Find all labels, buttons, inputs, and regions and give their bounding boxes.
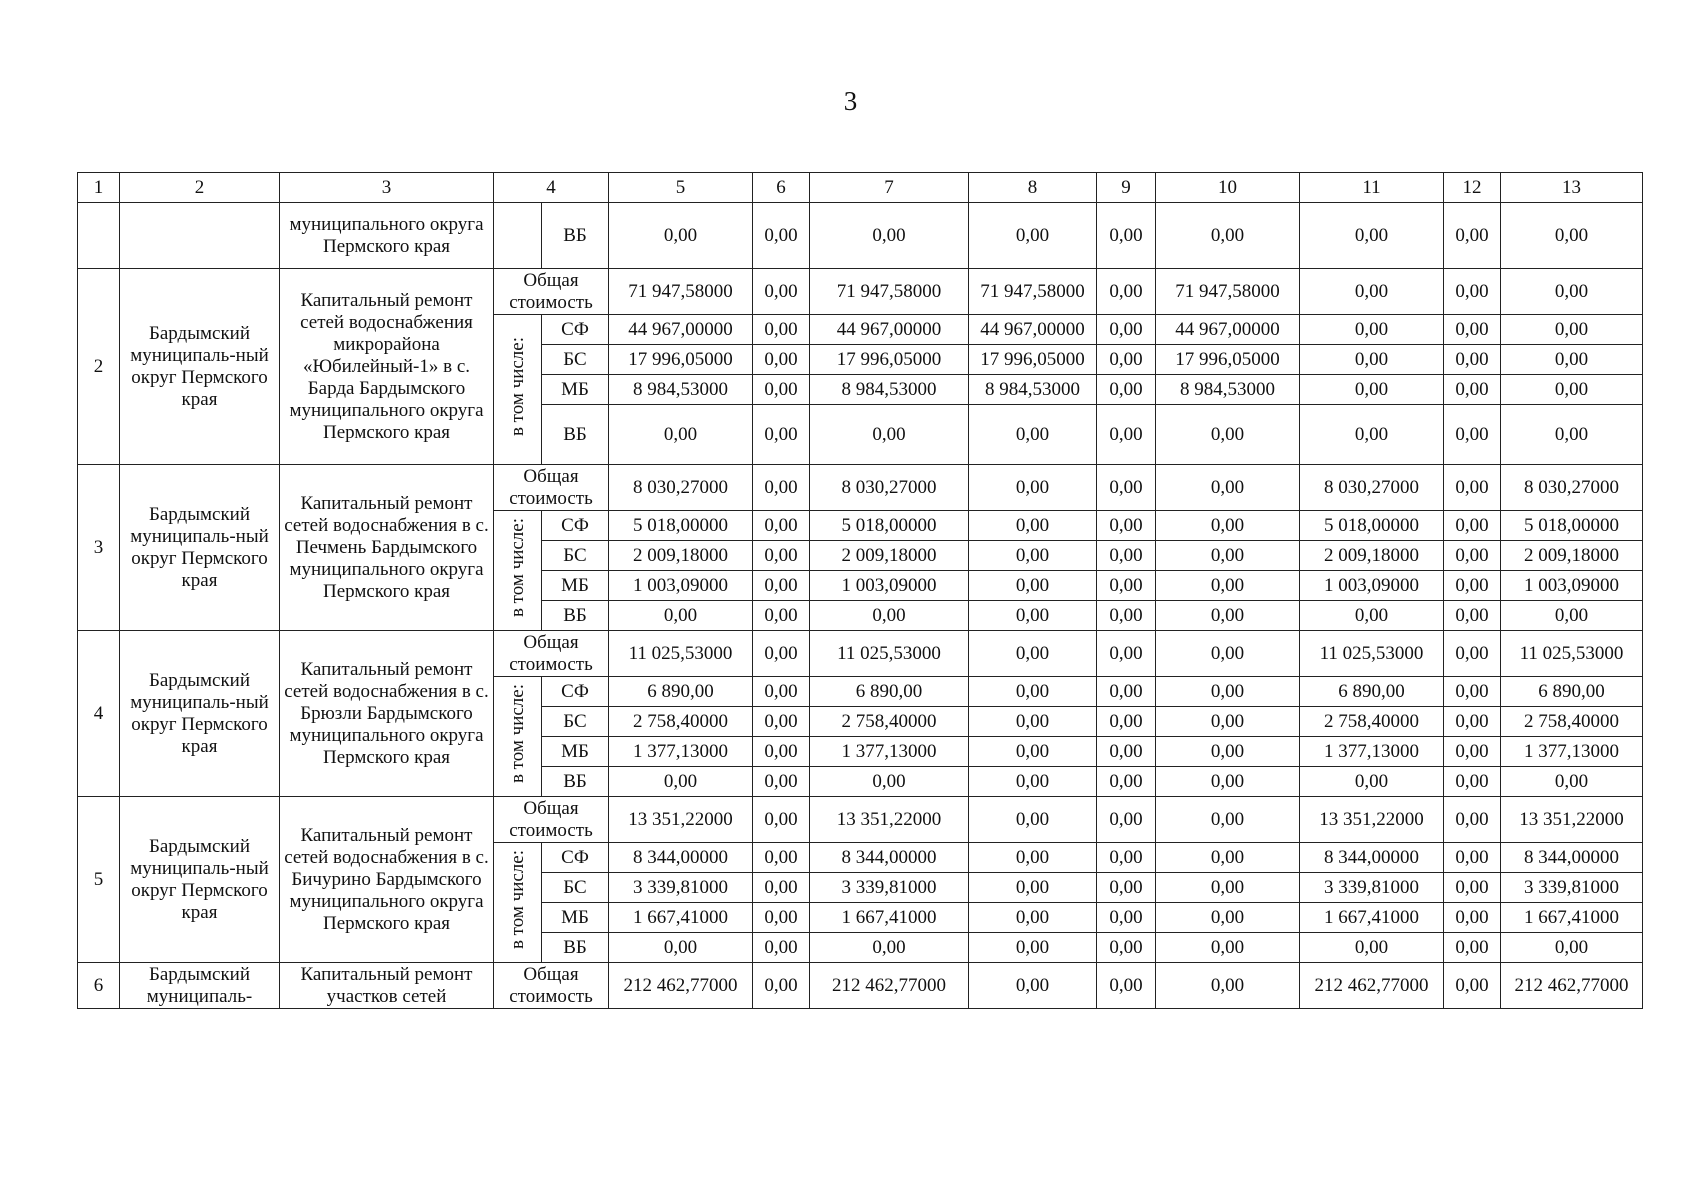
value-cell: 0,00	[1156, 963, 1300, 1009]
value-cell: 2 758,40000	[1501, 707, 1643, 737]
value-cell: 0,00	[969, 843, 1097, 873]
value-cell: 0,00	[969, 737, 1097, 767]
value-cell: 0,00	[1444, 843, 1501, 873]
object-description: муниципального округа Пермского края	[280, 203, 494, 269]
value-cell: 0,00	[1097, 511, 1156, 541]
value-cell: 13 351,22000	[1501, 797, 1643, 843]
value-cell: 44 967,00000	[1156, 315, 1300, 345]
value-cell: 212 462,77000	[810, 963, 969, 1009]
value-cell: 71 947,58000	[810, 269, 969, 315]
column-number-row	[78, 173, 1643, 203]
value-cell: 0,00	[753, 465, 810, 511]
value-cell: 0,00	[1156, 541, 1300, 571]
value-cell: 0,00	[753, 737, 810, 767]
value-cell: 8 984,53000	[609, 375, 753, 405]
value-cell: 44 967,00000	[810, 315, 969, 345]
value-cell: 1 667,41000	[1300, 903, 1444, 933]
value-cell: 1 667,41000	[1501, 903, 1643, 933]
value-cell: 0,00	[1156, 873, 1300, 903]
value-cell: 0,00	[969, 541, 1097, 571]
value-cell: 0,00	[1097, 465, 1156, 511]
source-label-bs: БС	[542, 541, 609, 571]
value-cell: 0,00	[969, 797, 1097, 843]
value-cell: 0,00	[810, 767, 969, 797]
value-cell: 3 339,81000	[1501, 873, 1643, 903]
value-cell: 0,00	[1156, 465, 1300, 511]
value-cell: 0,00	[1097, 345, 1156, 375]
value-cell: 0,00	[1097, 737, 1156, 767]
value-cell: 0,00	[1444, 203, 1501, 269]
value-cell: 0,00	[1097, 601, 1156, 631]
value-cell: 0,00	[753, 843, 810, 873]
source-label-sf: СФ	[542, 511, 609, 541]
total-label: Общая стоимость	[494, 797, 609, 843]
value-cell: 0,00	[1501, 269, 1643, 315]
object-description: Капитальный ремонт сетей водоснабжения в с. Брюзли Бардымского муниципального округа Пермского края	[280, 631, 494, 797]
value-cell: 0,00	[1444, 465, 1501, 511]
row-number-cell: 4	[78, 631, 120, 797]
value-cell: 0,00	[1444, 767, 1501, 797]
value-cell: 0,00	[1300, 203, 1444, 269]
value-cell: 3 339,81000	[810, 873, 969, 903]
total-row	[78, 631, 1643, 677]
value-cell: 212 462,77000	[1300, 963, 1444, 1009]
value-cell: 2 758,40000	[810, 707, 969, 737]
value-cell: 17 996,05000	[1156, 345, 1300, 375]
value-cell: 71 947,58000	[1156, 269, 1300, 315]
value-cell: 0,00	[1097, 797, 1156, 843]
district-cell: Бардымский муниципаль-ный округ Пермского края	[120, 797, 280, 963]
value-cell: 0,00	[1300, 375, 1444, 405]
value-cell: 0,00	[609, 203, 753, 269]
source-label-vb: ВБ	[542, 933, 609, 963]
value-cell: 0,00	[753, 541, 810, 571]
value-cell: 212 462,77000	[1501, 963, 1643, 1009]
total-label: Общая стоимость	[494, 465, 609, 511]
source-label-vb: ВБ	[542, 601, 609, 631]
value-cell: 0,00	[1097, 631, 1156, 677]
value-cell: 5 018,00000	[1300, 511, 1444, 541]
value-cell: 6 890,00	[1501, 677, 1643, 707]
value-cell: 0,00	[609, 767, 753, 797]
col-header: 6	[753, 173, 810, 203]
value-cell: 0,00	[753, 269, 810, 315]
value-cell: 11 025,53000	[609, 631, 753, 677]
col-header: 7	[810, 173, 969, 203]
row-number-cell	[78, 203, 120, 269]
value-cell: 8 344,00000	[1300, 843, 1444, 873]
value-cell: 11 025,53000	[1300, 631, 1444, 677]
col-header: 2	[120, 173, 280, 203]
value-cell: 0,00	[1097, 903, 1156, 933]
value-cell: 8 344,00000	[1501, 843, 1643, 873]
col-header: 11	[1300, 173, 1444, 203]
blank-cell	[494, 203, 542, 269]
value-cell: 0,00	[969, 873, 1097, 903]
source-label-mb: МБ	[542, 737, 609, 767]
value-cell: 0,00	[753, 405, 810, 465]
value-cell: 0,00	[1097, 203, 1156, 269]
value-cell: 0,00	[1444, 903, 1501, 933]
total-row	[78, 963, 1643, 1009]
value-cell: 8 344,00000	[810, 843, 969, 873]
value-cell: 3 339,81000	[1300, 873, 1444, 903]
value-cell: 1 003,09000	[609, 571, 753, 601]
value-cell: 0,00	[1444, 677, 1501, 707]
source-label-sf: СФ	[542, 843, 609, 873]
total-row	[78, 797, 1643, 843]
value-cell: 0,00	[1097, 677, 1156, 707]
value-cell: 44 967,00000	[609, 315, 753, 345]
value-cell: 0,00	[1097, 375, 1156, 405]
value-cell: 0,00	[1501, 345, 1643, 375]
district-cell: Бардымский муниципаль-ный округ Пермского края	[120, 631, 280, 797]
object-description: Капитальный ремонт участков сетей	[280, 963, 494, 1009]
value-cell: 1 003,09000	[1300, 571, 1444, 601]
value-cell: 8 984,53000	[969, 375, 1097, 405]
value-cell: 0,00	[1300, 767, 1444, 797]
value-cell: 0,00	[753, 767, 810, 797]
row-number-cell: 3	[78, 465, 120, 631]
continuation-row	[78, 203, 1643, 269]
value-cell: 0,00	[1444, 571, 1501, 601]
col-header: 13	[1501, 173, 1643, 203]
value-cell: 0,00	[969, 203, 1097, 269]
object-description: Капитальный ремонт сетей водоснабжения в с. Печмень Бардымского муниципального округа Пермского края	[280, 465, 494, 631]
value-cell: 1 667,41000	[609, 903, 753, 933]
value-cell: 0,00	[753, 571, 810, 601]
value-cell: 8 030,27000	[810, 465, 969, 511]
value-cell: 1 377,13000	[810, 737, 969, 767]
value-cell: 0,00	[1501, 375, 1643, 405]
value-cell: 0,00	[753, 203, 810, 269]
col-header: 12	[1444, 173, 1501, 203]
value-cell: 17 996,05000	[810, 345, 969, 375]
including-label-cell	[494, 843, 542, 963]
value-cell: 1 003,09000	[810, 571, 969, 601]
value-cell: 0,00	[1444, 601, 1501, 631]
value-cell: 212 462,77000	[609, 963, 753, 1009]
value-cell: 5 018,00000	[609, 511, 753, 541]
value-cell: 0,00	[1156, 797, 1300, 843]
value-cell: 0,00	[1097, 571, 1156, 601]
value-cell: 0,00	[1156, 933, 1300, 963]
value-cell: 0,00	[1156, 631, 1300, 677]
value-cell: 0,00	[969, 963, 1097, 1009]
value-cell: 2 009,18000	[1300, 541, 1444, 571]
value-cell: 0,00	[969, 631, 1097, 677]
value-cell: 71 947,58000	[609, 269, 753, 315]
value-cell: 0,00	[1156, 677, 1300, 707]
value-cell: 0,00	[1097, 269, 1156, 315]
col-header: 4	[494, 173, 609, 203]
value-cell: 2 758,40000	[609, 707, 753, 737]
col-header: 5	[609, 173, 753, 203]
district-cell: Бардымский муниципаль-ный округ Пермского края	[120, 465, 280, 631]
value-cell: 0,00	[1097, 963, 1156, 1009]
value-cell: 0,00	[1156, 511, 1300, 541]
value-cell: 2 009,18000	[810, 541, 969, 571]
value-cell: 0,00	[810, 601, 969, 631]
value-cell: 0,00	[1097, 767, 1156, 797]
value-cell: 0,00	[753, 345, 810, 375]
value-cell: 2 009,18000	[1501, 541, 1643, 571]
value-cell: 0,00	[1097, 405, 1156, 465]
district-cell: Бардымский муниципаль-	[120, 963, 280, 1009]
value-cell: 0,00	[1097, 843, 1156, 873]
value-cell: 6 890,00	[609, 677, 753, 707]
value-cell: 0,00	[1444, 345, 1501, 375]
value-cell: 0,00	[1444, 375, 1501, 405]
value-cell: 0,00	[1300, 933, 1444, 963]
value-cell: 0,00	[753, 797, 810, 843]
value-cell: 0,00	[1097, 933, 1156, 963]
including-label-cell	[494, 315, 542, 465]
value-cell: 17 996,05000	[969, 345, 1097, 375]
including-label: в том числе:	[506, 683, 528, 784]
value-cell: 0,00	[1156, 767, 1300, 797]
value-cell: 0,00	[753, 315, 810, 345]
value-cell: 0,00	[1097, 873, 1156, 903]
value-cell: 0,00	[609, 601, 753, 631]
value-cell: 13 351,22000	[609, 797, 753, 843]
value-cell: 0,00	[1156, 571, 1300, 601]
value-cell: 1 667,41000	[810, 903, 969, 933]
value-cell: 1 377,13000	[1501, 737, 1643, 767]
value-cell: 0,00	[1444, 873, 1501, 903]
value-cell: 0,00	[1444, 269, 1501, 315]
value-cell: 0,00	[1444, 541, 1501, 571]
district-cell: Бардымский муниципаль-ный округ Пермского края	[120, 269, 280, 465]
value-cell: 0,00	[1444, 797, 1501, 843]
value-cell: 0,00	[1156, 843, 1300, 873]
value-cell: 0,00	[969, 601, 1097, 631]
value-cell: 13 351,22000	[810, 797, 969, 843]
value-cell: 0,00	[609, 405, 753, 465]
value-cell: 0,00	[1156, 405, 1300, 465]
row-number-cell: 6	[78, 963, 120, 1009]
page-number: 3	[843, 86, 858, 116]
total-label: Общая стоимость	[494, 269, 609, 315]
including-label: в том числе:	[506, 517, 528, 618]
value-cell: 0,00	[1501, 767, 1643, 797]
value-cell: 0,00	[1501, 933, 1643, 963]
value-cell: 5 018,00000	[1501, 511, 1643, 541]
row-number-cell: 2	[78, 269, 120, 465]
total-label: Общая стоимость	[494, 631, 609, 677]
value-cell: 0,00	[1444, 631, 1501, 677]
col-header: 10	[1156, 173, 1300, 203]
value-cell: 44 967,00000	[969, 315, 1097, 345]
value-cell: 0,00	[810, 933, 969, 963]
budget-table	[77, 172, 1643, 1009]
value-cell: 0,00	[1444, 737, 1501, 767]
value-cell: 8 030,27000	[609, 465, 753, 511]
including-label-cell	[494, 511, 542, 631]
value-cell: 0,00	[753, 677, 810, 707]
value-cell: 5 018,00000	[810, 511, 969, 541]
value-cell: 17 996,05000	[609, 345, 753, 375]
value-cell: 6 890,00	[810, 677, 969, 707]
source-label-vb: ВБ	[542, 767, 609, 797]
source-label-bs: БС	[542, 873, 609, 903]
value-cell: 0,00	[753, 707, 810, 737]
value-cell: 0,00	[810, 405, 969, 465]
source-label-mb: МБ	[542, 903, 609, 933]
value-cell: 0,00	[753, 631, 810, 677]
value-cell: 0,00	[810, 203, 969, 269]
source-label-mb: МБ	[542, 571, 609, 601]
value-cell: 0,00	[1501, 315, 1643, 345]
value-cell: 0,00	[1501, 203, 1643, 269]
value-cell: 71 947,58000	[969, 269, 1097, 315]
value-cell: 8 984,53000	[1156, 375, 1300, 405]
value-cell: 11 025,53000	[1501, 631, 1643, 677]
row-number-cell: 5	[78, 797, 120, 963]
value-cell: 0,00	[1444, 511, 1501, 541]
value-cell: 0,00	[1300, 405, 1444, 465]
value-cell: 13 351,22000	[1300, 797, 1444, 843]
source-label-sf: СФ	[542, 677, 609, 707]
value-cell: 8 984,53000	[810, 375, 969, 405]
value-cell: 0,00	[969, 465, 1097, 511]
value-cell: 0,00	[1444, 963, 1501, 1009]
value-cell: 0,00	[969, 767, 1097, 797]
value-cell: 0,00	[1156, 203, 1300, 269]
value-cell: 11 025,53000	[810, 631, 969, 677]
source-label-vb: ВБ	[542, 203, 609, 269]
value-cell: 0,00	[1300, 269, 1444, 315]
value-cell: 0,00	[969, 903, 1097, 933]
value-cell: 0,00	[609, 933, 753, 963]
value-cell: 0,00	[1300, 601, 1444, 631]
value-cell: 0,00	[1501, 405, 1643, 465]
object-description: Капитальный ремонт сетей водоснабжения микрорайона «Юбилейный-1» в с. Барда Бардымского муниципального округа Пермского края	[280, 269, 494, 465]
total-row	[78, 269, 1643, 315]
value-cell: 0,00	[1444, 315, 1501, 345]
value-cell: 0,00	[1097, 707, 1156, 737]
value-cell: 1 377,13000	[1300, 737, 1444, 767]
source-label-sf: СФ	[542, 315, 609, 345]
value-cell: 0,00	[1097, 541, 1156, 571]
value-cell: 0,00	[753, 963, 810, 1009]
value-cell: 8 030,27000	[1501, 465, 1643, 511]
value-cell: 0,00	[1156, 903, 1300, 933]
value-cell: 0,00	[969, 933, 1097, 963]
value-cell: 0,00	[753, 933, 810, 963]
value-cell: 0,00	[753, 903, 810, 933]
object-description: Капитальный ремонт сетей водоснабжения в с. Бичурино Бардымского муниципального округа Пермского края	[280, 797, 494, 963]
value-cell: 1 003,09000	[1501, 571, 1643, 601]
source-label-bs: БС	[542, 345, 609, 375]
value-cell: 0,00	[1300, 345, 1444, 375]
value-cell: 0,00	[1444, 933, 1501, 963]
source-label-mb: МБ	[542, 375, 609, 405]
value-cell: 6 890,00	[1300, 677, 1444, 707]
col-header: 8	[969, 173, 1097, 203]
value-cell: 0,00	[1501, 601, 1643, 631]
including-label-cell	[494, 677, 542, 797]
total-row	[78, 465, 1643, 511]
col-header: 1	[78, 173, 120, 203]
value-cell: 3 339,81000	[609, 873, 753, 903]
source-label-bs: БС	[542, 707, 609, 737]
value-cell: 0,00	[969, 511, 1097, 541]
value-cell: 0,00	[1300, 315, 1444, 345]
value-cell: 8 344,00000	[609, 843, 753, 873]
value-cell: 0,00	[1156, 707, 1300, 737]
value-cell: 1 377,13000	[609, 737, 753, 767]
value-cell: 0,00	[1156, 737, 1300, 767]
value-cell: 0,00	[1444, 707, 1501, 737]
total-label: Общая стоимость	[494, 963, 609, 1009]
value-cell: 0,00	[1444, 405, 1501, 465]
value-cell: 0,00	[753, 601, 810, 631]
col-header: 9	[1097, 173, 1156, 203]
value-cell: 2 758,40000	[1300, 707, 1444, 737]
value-cell: 0,00	[753, 511, 810, 541]
value-cell: 0,00	[969, 707, 1097, 737]
district-cell	[120, 203, 280, 269]
value-cell: 0,00	[753, 375, 810, 405]
source-label-vb: ВБ	[542, 405, 609, 465]
value-cell: 0,00	[753, 873, 810, 903]
value-cell: 0,00	[1097, 315, 1156, 345]
including-label: в том числе:	[506, 849, 528, 950]
value-cell: 2 009,18000	[609, 541, 753, 571]
value-cell: 0,00	[969, 571, 1097, 601]
col-header: 3	[280, 173, 494, 203]
value-cell: 0,00	[1156, 601, 1300, 631]
value-cell: 0,00	[969, 405, 1097, 465]
value-cell: 8 030,27000	[1300, 465, 1444, 511]
value-cell: 0,00	[969, 677, 1097, 707]
including-label: в том числе:	[506, 336, 528, 437]
